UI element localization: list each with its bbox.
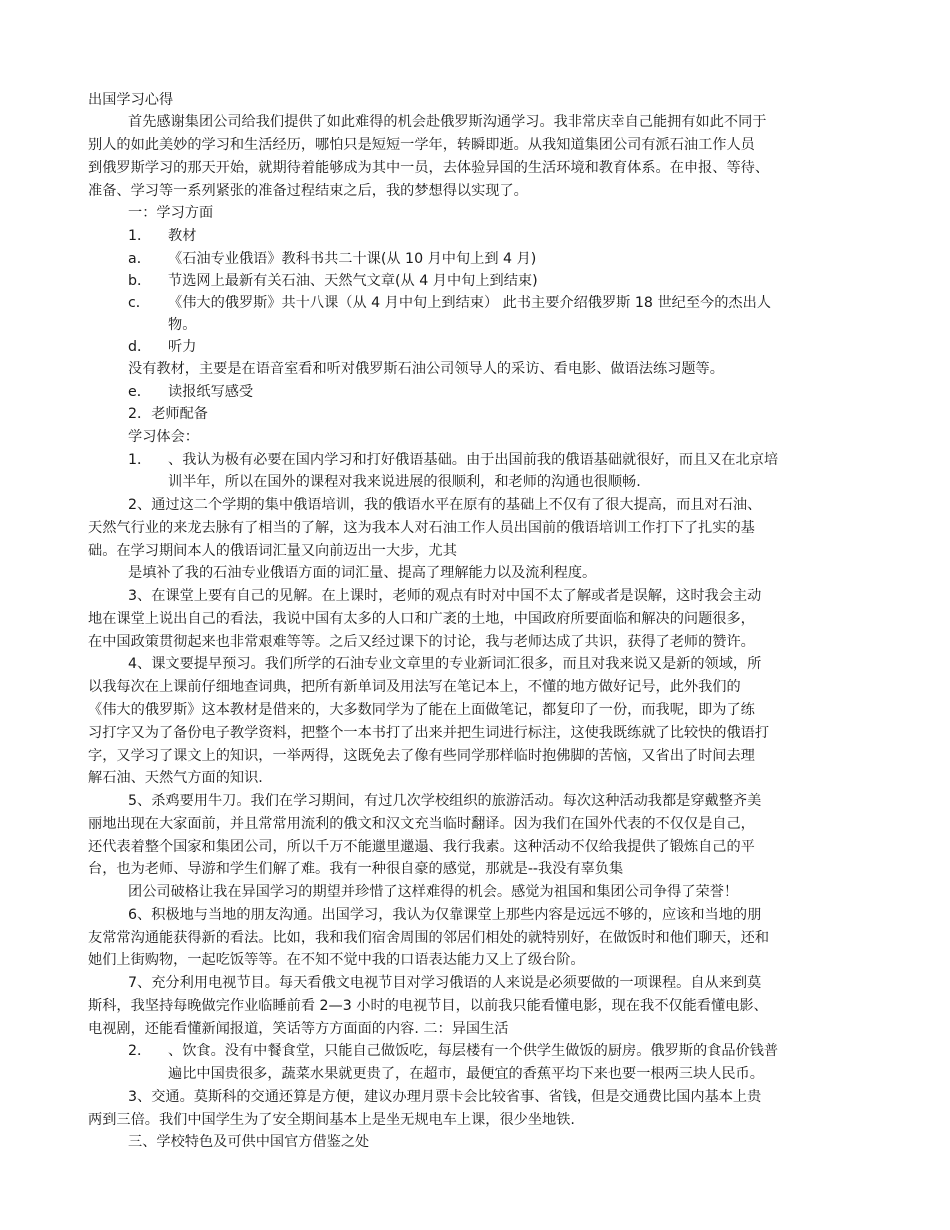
list-item-text: 教材 — [168, 228, 197, 244]
list-item-text: 、我认为极有必要在国内学习和打好俄语基础。由于出国前我的俄语基础就很好，而且又在北京培 — [168, 452, 779, 468]
list-marker: e． — [128, 384, 151, 400]
paragraph-line: 丽地出现在大家面前，并且常常用流利的俄文和汉文充当临时翻译。因为我们在国外代表的不仅仅是自己， — [88, 816, 755, 832]
paragraph-line: 地在课堂上说出自己的看法，我说中国有太多的人口和广袤的土地，中国政府所要面临和解决的问题很多， — [88, 611, 755, 627]
paragraph-line: 础。在学习期间本人的俄语词汇量又向前迈出一大步，尤其 — [88, 543, 457, 559]
list-item-text: 读报纸写感受 — [168, 384, 254, 400]
paragraph-line: 2、通过这二个学期的集中俄语培训，我的俄语水平在原有的基础上不仅有了很大提高，而且对石油、 — [128, 497, 762, 513]
list-item-continuation: 遍比中国贵很多，蔬菜水果就更贵了，在超市，最便宜的香蕉平均下来也要一根两三块人民币。 — [168, 1066, 764, 1082]
paragraph-line: 友常常沟通能获得新的看法。比如，我和我们宿舍周围的邻居们相处的就特别好，在做饭时和他们聊天，还和 — [88, 930, 770, 946]
list-item-continuation: 物。 — [168, 317, 197, 333]
paragraph-line: 两到三倍。我们中国学生为了安全期间基本上是坐无规电车上课，很少坐地铁. — [88, 1112, 575, 1128]
list-item-text: 节选网上最新有关石油、天然气文章(从 4 月中旬上到结束) — [168, 273, 538, 289]
section-heading-school: 三、学校特色及可供中国官方借鉴之处 — [128, 1134, 370, 1150]
list-marker: 1． — [128, 452, 152, 468]
paragraph-line: 字，又学习了课文上的知识，一举两得，这既免去了像有些同学那样临时抱佛脚的苦恼，又省出了时间去理 — [88, 748, 755, 764]
paragraph-line: 天然气行业的来龙去脉有了相当的了解，这为我本人对石油工作人员出国前的俄语培训工作打下了扎实的基 — [88, 520, 755, 536]
paragraph-line: 在中国政策贯彻起来也非常艰难等等。之后又经过课下的讨论，我与老师达成了共识，获得了老师的赞许。 — [88, 634, 755, 650]
paragraph-line: 《伟大的俄罗斯》这本教材是借来的，大多数同学为了能在上面做笔记，都复印了一份，而我呢，即为了练 — [88, 702, 755, 718]
paragraph-line: 电视剧，还能看懂新闻报道，笑话等方方面面的内容. 二：异国生活 — [88, 1021, 509, 1037]
intro-line: 首先感谢集团公司给我们提供了如此难得的机会赴俄罗斯沟通学习。我非常庆幸自己能拥有如此不同于 — [128, 114, 767, 130]
list-marker: 1． — [128, 228, 152, 244]
paragraph-line: 她们上街购物，一起吃饭等等。在不知不觉中我的口语表达能力又上了级台阶。 — [88, 952, 585, 968]
paragraph-line: 5、杀鸡要用牛刀。我们在学习期间，有过几次学校组织的旅游活动。每次这种活动我都是穿戴整齐美 — [128, 793, 762, 809]
list-marker: d． — [128, 339, 152, 355]
intro-line: 到俄罗斯学习的那天开始，就期待着能够成为其中一员，去体验异国的生活环境和教育体系。在申报、等待、 — [88, 160, 770, 176]
intro-line: 别人的如此美妙的学习和生活经历，哪怕只是短短一学年，转瞬即逝。从我知道集团公司有派石油工作人员 — [88, 137, 755, 153]
paragraph-line: 7、充分利用电视节目。每天看俄文电视节目对学习俄语的人来说是必须要做的一项课程。自从来到莫 — [128, 975, 762, 991]
document-title: 出国学习心得 — [88, 92, 174, 108]
paragraph-line: 6、积极地与当地的朋友沟通。出国学习，我认为仅靠课堂上那些内容是远远不够的，应该和当地的朋 — [128, 907, 762, 923]
listening-description: 没有教材，主要是在语音室看和听对俄罗斯石油公司领导人的采访、看电影、做语法练习题等。 — [128, 361, 724, 377]
list-marker: a． — [128, 251, 151, 267]
subheading-experience: 学习体会： — [128, 429, 199, 445]
list-item-continuation: 训半年，所以在国外的课程对我来说进展的很顺利，和老师的沟通也很顺畅. — [168, 474, 641, 490]
paragraph-line: 还代表着整个国家和集团公司，所以千万不能邋里邋遢、我行我素。这种活动不仅给我提供了锻炼自己的平 — [88, 839, 755, 855]
list-item-text: 《石油专业俄语》教科书共二十课(从 10 月中旬上到 4 月) — [168, 251, 537, 267]
paragraph-line: 是填补了我的石油专业俄语方面的词汇量、提高了理解能力以及流利程度。 — [128, 565, 597, 581]
paragraph-line: 台，也为老师、导游和学生们解了难。我有一种很自豪的感觉，那就是--我没有辜负集 — [88, 861, 624, 877]
subheading-teachers: 2．老师配备 — [128, 406, 208, 422]
list-marker: b． — [128, 273, 152, 289]
paragraph-line: 3、交通。莫斯科的交通还算是方便，建议办理月票卡会比较省事、省钱，但是交通费比国内基本上贵 — [128, 1089, 762, 1105]
list-item-text: 听力 — [168, 339, 197, 355]
paragraph-line: 以我每次在上课前仔细地查词典，把所有新单词及用法写在笔记本上，不懂的地方做好记号，此外我们的 — [88, 679, 741, 695]
intro-line: 准备、学习等一系列紧张的准备过程结束之后，我的梦想得以实现了。 — [88, 183, 528, 199]
paragraph-line: 解石油、天然气方面的知识. — [88, 770, 263, 786]
list-marker: c． — [128, 295, 150, 311]
paragraph-line: 习打字又为了备份电子教学资料，把整个一本书打了出来并把生词进行标注，这使我既练就了比较快的俄语打 — [88, 725, 770, 741]
list-item-text: 、饮食。没有中餐食堂，只能自己做饭吃，每层楼有一个供学生做饭的厨房。俄罗斯的食品价钱普 — [168, 1043, 779, 1059]
list-marker: 2． — [128, 1043, 152, 1059]
section-heading-study: 一：学习方面 — [128, 205, 214, 221]
paragraph-line: 3、在课堂上要有自己的见解。在上课时，老师的观点有时对中国不太了解或者是误解，这时我会主动 — [128, 588, 762, 604]
paragraph-line: 斯科，我坚持每晚做完作业临睡前看 2—3 小时的电视节目，以前我只能看懂电影，现在我不仅能看懂电影、 — [88, 998, 768, 1014]
paragraph-line: 团公司破格让我在异国学习的期望并珍惜了这样难得的机会。感觉为祖国和集团公司争得了荣誉！ — [128, 884, 739, 900]
paragraph-line: 4、课文要提早预习。我们所学的石油专业文章里的专业新词汇很多，而且对我来说又是新的领域，所 — [128, 656, 762, 672]
list-item-text: 《伟大的俄罗斯》共十八课（从 4 月中旬上到结束） 此书主要介绍俄罗斯 18 世纪至今的杰出人 — [168, 295, 771, 311]
